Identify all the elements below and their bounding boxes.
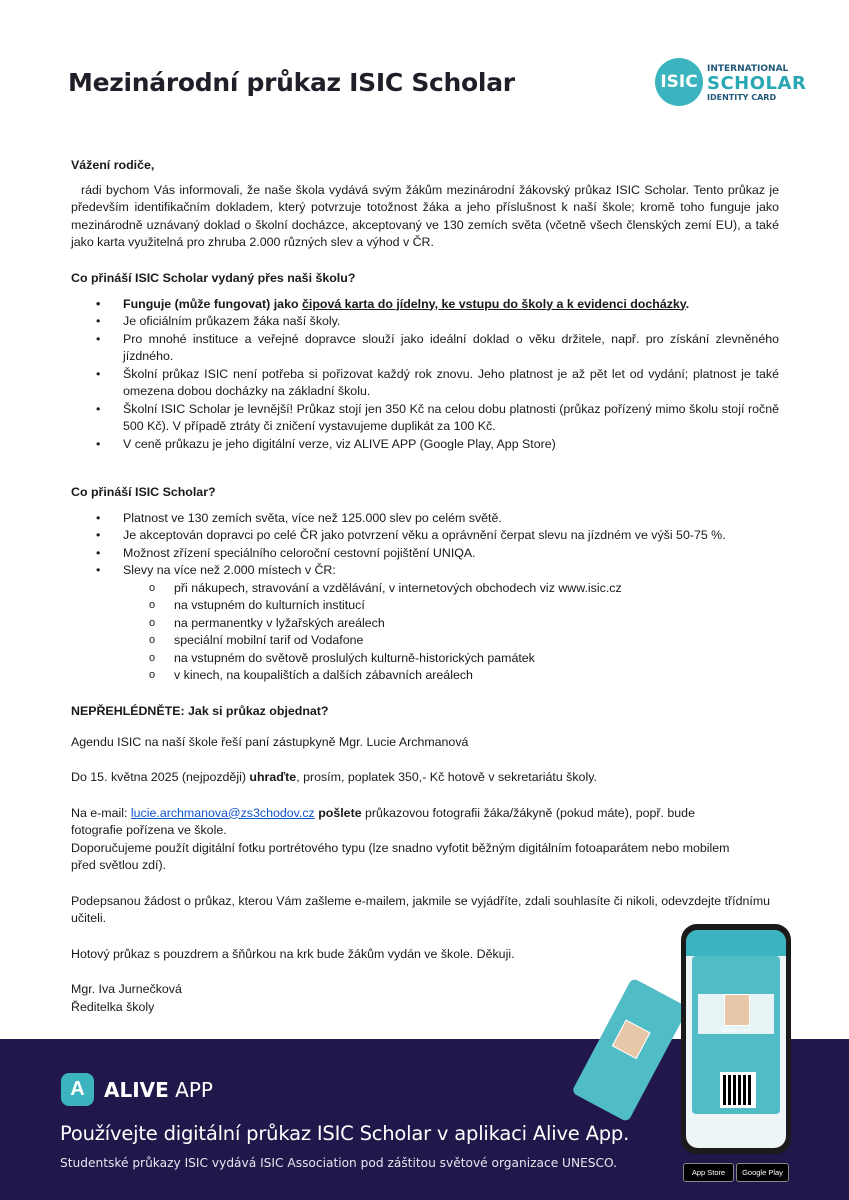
list-item-text: Funguje (může fungovat) jako (123, 296, 302, 311)
digital-card-name: Michal Černý (721, 1028, 751, 1034)
list-item: • Školní průkaz ISIC není potřeba si pořizovat každý rok znovu. Jeho platnost je až pět let od vydání; platnost je také omezena dobou docházky na základní školu. (71, 366, 779, 401)
footer-subline: Studentské průkazy ISIC vydává ISIC Association pod záštitou světové organizace UNESCO. (60, 1156, 618, 1170)
section2-list (71, 510, 779, 580)
card-photo (612, 1019, 651, 1059)
digital-card-photo (724, 994, 750, 1026)
phone-mockup (681, 924, 791, 1154)
list-item: • Pro mnohé instituce a veřejné dopravce slouží jako ideální doklad o věku držitele, např. pro získání zlevněného jízdného. (71, 331, 779, 366)
email-emphasis: pošlete (318, 805, 362, 820)
section-general-benefits (71, 484, 779, 685)
delivery-paragraph: Hotový průkaz s pouzdrem a šňůrkou na krk bude žákům vydán ve škole. Děkuji. (71, 946, 515, 961)
screen-header (686, 930, 786, 956)
list-item: • Školní ISIC Scholar je levnější! Průkaz stojí jen 350 Kč na celou dobu platnosti (průkaz pořízený mimo školu stojí ročně 500 Kč). V případě ztráty či zničení vystavujeme duplikát za 100 Kč. (71, 401, 779, 436)
google-play-badge[interactable]: Google Play (736, 1163, 789, 1182)
list-item: • Možnost zřízení speciálního celoroční cestovní pojištění UNIQA. (71, 545, 779, 563)
section1-heading: Co přináší ISIC Scholar vydaný přes naši školu? (71, 271, 356, 285)
list-item: • V ceně průkazu je jeho digitální verze, viz ALIVE APP (Google Play, App Store) (71, 436, 779, 454)
section-school-benefits (71, 270, 779, 453)
sub-list-item: o speciální mobilní tarif od Vodafone (71, 632, 779, 650)
greeting: Vážení rodiče, (71, 158, 155, 172)
list-item: • Slevy na více než 2.000 místech v ČR: (71, 562, 779, 580)
page-title: Mezinárodní průkaz ISIC Scholar (68, 68, 515, 97)
email-text: Na e-mail: (71, 805, 131, 820)
logo-line-2: SCHOLAR (707, 73, 807, 94)
section3-heading: NEPŘEHLÉDNĚTE: Jak si průkaz objednat? (71, 704, 329, 718)
app-store-badge[interactable]: App Store (683, 1163, 734, 1182)
email-paragraph (71, 805, 741, 840)
email-text: průkazovou fotografii žáka/žákyně (pokud máte), popř. bude fotografie pořízena ve škole. (71, 805, 695, 837)
app-name-rest: APP (168, 1078, 213, 1102)
payment-text: , prosím, poplatek 350,- Kč hotově v sekretariátu školy. (296, 770, 597, 784)
section2-sublist (71, 580, 779, 685)
sub-list-item: o v kinech, na koupalištích a dalších zábavních areálech (71, 667, 779, 685)
letter-intro (71, 157, 779, 252)
list-item: • Je akceptován dopravci po celé ČR jako potvrzení věku a oprávnění čerpat slevu na jízdném ve výši 50-75 %. (71, 527, 779, 545)
intro-paragraph: rádi bychom Vás informovali, že naše škola vydává svým žákům mezinárodní žákovský průkaz ISIC Scholar. Tento průkaz je především identifikačním dokladem, který potvrzuje totožnost žáka a jeho příslušnost k naší škole; kromě toho funguje jako mezinárodně uznávaný doklad o školní docházce, akceptovaný ve 130 zemích světa (včetně všech členských zemí EU), a také jako karta využitelná pro zhruba 2.000 různých slev a výhod v ČR. (71, 182, 779, 249)
qr-code (720, 1072, 756, 1108)
alive-app-icon: A (61, 1073, 94, 1106)
payment-text: Do 15. května 2025 (nejpozději) (71, 770, 250, 784)
section-how-to-order (71, 703, 771, 1016)
list-item-text: . (685, 296, 690, 311)
payment-paragraph (71, 769, 671, 787)
list-item (71, 296, 779, 314)
isic-logo (655, 58, 807, 110)
agenda-paragraph: Agendu ISIC na naší škole řeší paní zástupkyně Mgr. Lucie Archmanová (71, 734, 469, 749)
isic-logo-circle: ISIC (655, 58, 703, 106)
sub-list-item: o na vstupném do světově proslulých kulturně-historických památek (71, 650, 779, 668)
logo-line-3: IDENTITY CARD (707, 93, 777, 102)
footer-headline: Používejte digitální průkaz ISIC Scholar v aplikaci Alive App. (60, 1122, 630, 1145)
sub-list-item: o při nákupech, stravování a vzdělávání, v internetových obchodech viz www.isic.cz (71, 580, 779, 598)
section2-heading: Co přináší ISIC Scholar? (71, 485, 216, 499)
phone-screen (686, 930, 786, 1148)
list-item-underlined: čipová karta do jídelny, ke vstupu do školy a k evidenci docházky (301, 296, 686, 311)
payment-emphasis: uhraďte (249, 770, 297, 784)
sub-list-item: o na vstupném do kulturních institucí (71, 597, 779, 615)
signature-name: Mgr. Iva Jurnečková (71, 982, 182, 996)
logo-line-1: INTERNATIONAL (707, 64, 789, 74)
signature-role: Ředitelka školy (71, 999, 155, 1014)
app-name-bold: ALIVE (104, 1078, 169, 1102)
signed-request-paragraph: Podepsanou žádost o průkaz, kterou Vám zašleme e-mailem, jakmile se vyjádříte, zdali souhlasíte či nikoli, odevzdejte třídnímu učiteli. (71, 893, 771, 925)
email-link[interactable]: lucie.archmanova@zs3chodov.cz (130, 805, 315, 820)
alive-app-name (104, 1078, 213, 1102)
photo-tip-paragraph: Doporučujeme použít digitální fotku portrétového typu (lze snadno vyfotit běžným digitálním fotoaparátem nebo mobilem před světlou zdí). (71, 840, 730, 872)
list-item: • Platnost ve 130 zemích světa, více než 125.000 slev po celém světě. (71, 510, 779, 528)
sub-list-item: o na permanentky v lyžařských areálech (71, 615, 779, 633)
section1-list (71, 296, 779, 454)
list-item: • Je oficiálním průkazem žáka naší školy. (71, 313, 779, 331)
